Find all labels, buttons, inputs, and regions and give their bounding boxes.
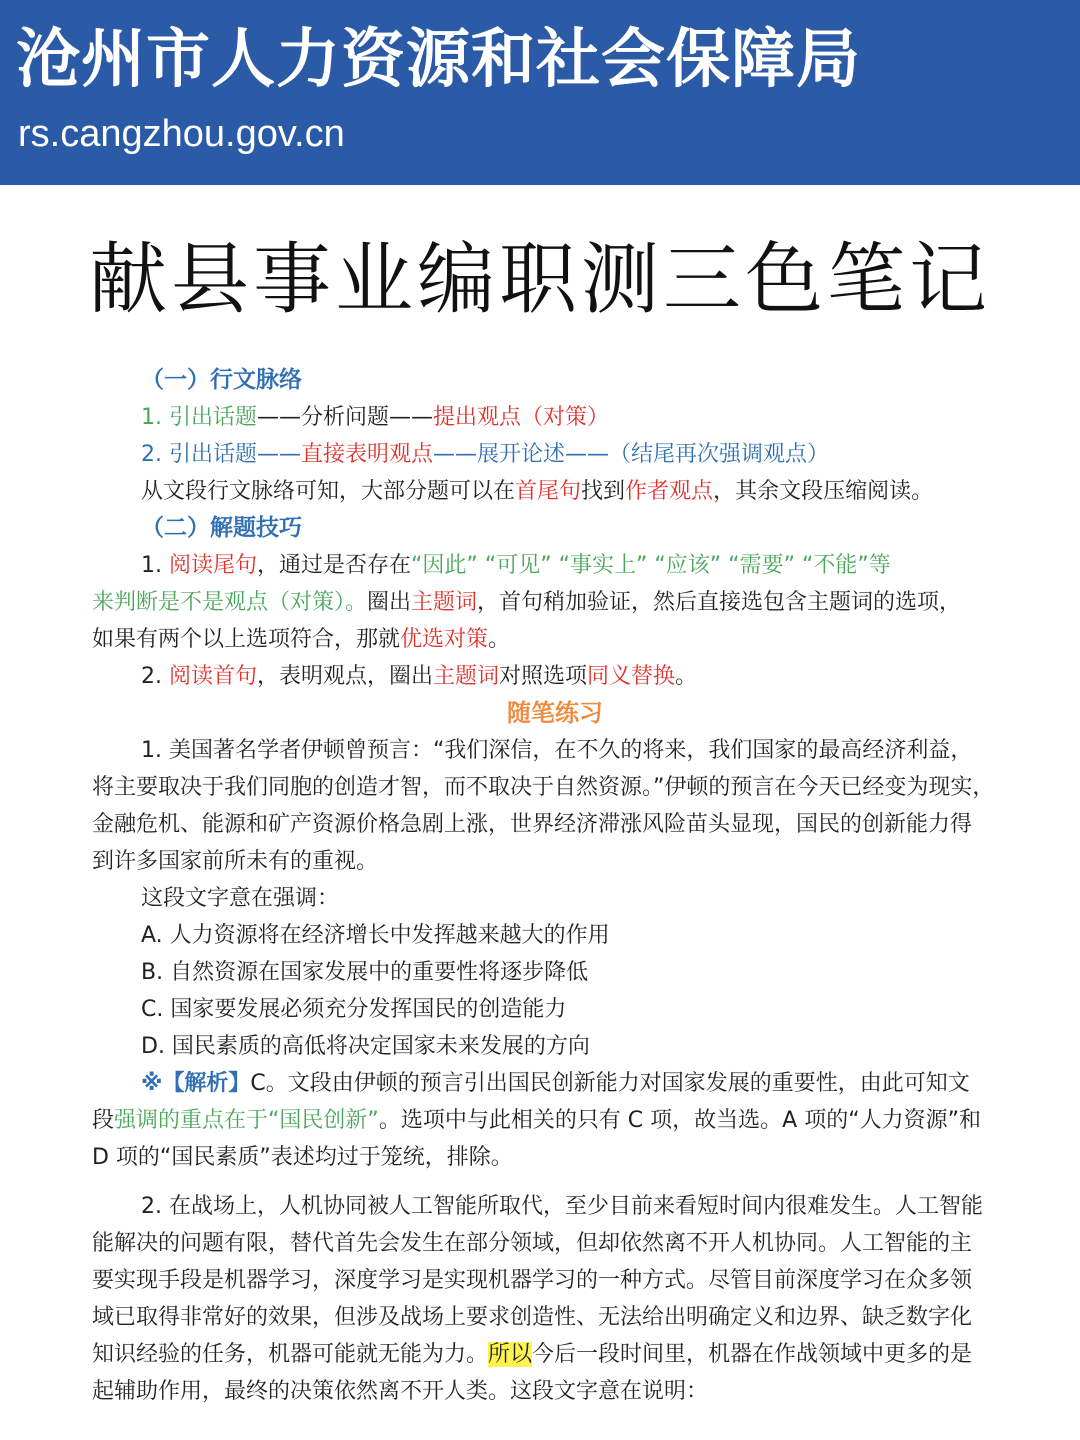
analysis-label: ※【解析】 bbox=[141, 1071, 251, 1096]
structure-line-1: 1. 引出话题——分析问题——提出观点（对策） bbox=[141, 405, 610, 430]
q1-option-c: C. 国家要发展必须充分发挥国民的创造能力 bbox=[141, 997, 567, 1022]
q1-stem-line: 到许多国家前所未有的重视。 bbox=[92, 849, 379, 874]
q1-stem-line: 金融危机、能源和矿产资源价格急剧上涨，世界经济滞涨风险苗头显现，国民的创新能力得 bbox=[92, 812, 973, 837]
q1-analysis-line-1: ※【解析】C。文段由伊顿的预言引出国民创新能力对国家发展的重要性，由此可知文 bbox=[141, 1071, 970, 1096]
q2-stem-line: 知识经验的任务，机器可能就无能为力。所以今后一段时间里，机器在作战领域中更多的是 bbox=[92, 1342, 973, 1367]
q1-prompt: 这段文字意在强调： bbox=[141, 886, 340, 911]
q2-stem-line: 起辅助作用，最终的决策依然离不开人类。这段文字意在说明： bbox=[92, 1379, 709, 1404]
document-title: 献县事业编职测三色笔记 bbox=[88, 235, 991, 325]
q1-option-d: D. 国民素质的高低将决定国家未来发展的方向 bbox=[141, 1034, 590, 1059]
q1-option-b: B. 自然资源在国家发展中的重要性将逐步降低 bbox=[141, 960, 589, 985]
q2-stem-line: 2. 在战场上，人机协同被人工智能所取代，至少目前来看短时间内很难发生。人工智能 bbox=[141, 1194, 983, 1219]
technique-1-line-2: 来判断是不是观点（对策）。圈出主题词，首句稍加验证，然后直接选包含主题词的选项， bbox=[92, 590, 962, 615]
q1-option-a: A. 人力资源将在经济增长中发挥越来越大的作用 bbox=[141, 923, 610, 948]
highlighted-text: 所以 bbox=[488, 1342, 533, 1367]
document-body bbox=[92, 362, 1018, 1410]
site-title: 沧州市人力资源和社会保障局 bbox=[16, 23, 861, 97]
spacer bbox=[92, 1176, 1018, 1188]
technique-1-line-3: 如果有两个以上选项符合，那就优选对策。 bbox=[92, 627, 511, 652]
section-heading-techniques: （二）解题技巧 bbox=[141, 515, 302, 541]
practice-heading: 随笔练习 bbox=[507, 699, 603, 727]
technique-1-line-1: 1. 阅读尾句，通过是否存在“因此” “可见” “事实上” “应该” “需要” “不能”等 bbox=[141, 553, 891, 578]
q1-stem-line: 将主要取决于我们同胞的创造才智，而不取决于自然资源。”伊顿的预言在今天已经变为现实， bbox=[92, 775, 995, 800]
technique-2: 2. 阅读首句，表明观点，圈出主题词对照选项同义替换。 bbox=[141, 664, 698, 689]
structure-line-2: 2. 引出话题——直接表明观点——展开论述——（结尾再次强调观点） bbox=[141, 442, 830, 467]
structure-summary: 从文段行文脉络可知，大部分题可以在首尾句找到作者观点，其余文段压缩阅读。 bbox=[141, 479, 934, 504]
q1-stem-line: 1. 美国著名学者伊顿曾预言：“我们深信，在不久的将来，我们国家的最高经济利益， bbox=[141, 738, 973, 763]
q2-stem-line: 能解决的问题有限，替代首先会发生在部分领域，但却依然离不开人机协同。人工智能的主 bbox=[92, 1231, 973, 1256]
q2-stem-line: 要实现手段是机器学习，深度学习是实现机器学习的一种方式。尽管目前深度学习在众多领 bbox=[92, 1268, 973, 1293]
site-header bbox=[0, 0, 1080, 185]
site-url[interactable]: rs.cangzhou.gov.cn bbox=[18, 113, 345, 155]
q2-stem-line: 域已取得非常好的效果，但涉及战场上要求创造性、无法给出明确定义和边界、缺乏数字化 bbox=[92, 1305, 973, 1330]
q1-analysis-line-3: D 项的“国民素质”表述均过于笼统，排除。 bbox=[92, 1145, 513, 1170]
section-heading-structure: （一）行文脉络 bbox=[141, 367, 302, 393]
q1-analysis-line-2: 段强调的重点在于“国民创新”。选项中与此相关的只有 C 项，故当选。A 项的“人力资源”和 bbox=[92, 1108, 981, 1133]
